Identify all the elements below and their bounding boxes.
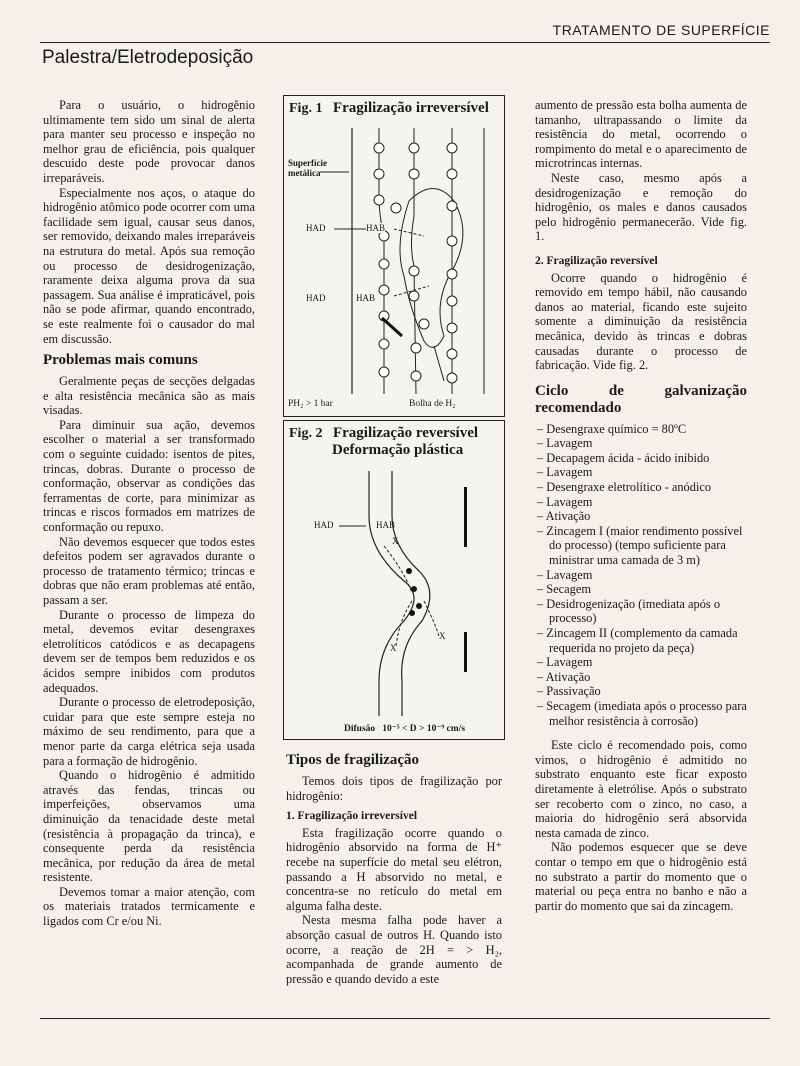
paragraph: Nesta mesma falha pode haver a absorção casual de outros H. Quando isto ocorre, a reação de 2H = > H₂, acompanhada de grande aumento de pressão e quando devido a este <box>286 913 502 986</box>
surface-label: Superfície metálica <box>288 158 327 178</box>
list-item: – Zincagem II (complemento da camada requerida no projeto da peça) <box>537 626 738 655</box>
had-label: HAD <box>306 223 326 233</box>
paragraph: Este ciclo é recomendado pois, como vimos, o hidrogênio é admitido no substrato enquanto este ficar exposto diretamente à eletrólise. Após o substrato ser recoberto com o zinco, no caso, a maioria do hidrogênio será absorvida nesta camada de zinco. <box>535 738 747 840</box>
list-item: – Desidrogenização (imediata após o processo) <box>537 596 721 626</box>
page-title: Palestra/Eletrodeposição <box>42 47 254 68</box>
list-item: – Lavagem <box>537 436 593 451</box>
list-item: – Ativação <box>537 669 591 684</box>
paragraph: Para diminuir sua ação, devemos escolher o material a ser transformado com o seguinte cuidado: isentos de pites, trincas, dobras. Durante o processo de conformação, observar as condições das ferramentas de corte, para minimizar as trincas e riscos formados em matrizes de conformação ou repuxo. <box>43 417 255 535</box>
paragraph: Durante o processo de limpeza do metal, devemos evitar desengraxes eletrolíticos catódicos e as decapagens devem ser de tempos bem reduzidos e os ácidos sempre inibidos com produtos adequados. <box>43 607 255 695</box>
list-item: – Secagem (imediata após o processo para melhor resistência à corrosão) <box>537 698 747 728</box>
paragraph: Não devemos esquecer que todos estes defeitos podem ser agravados durante o processo de tratamento térmico; trincas e dobras que não eram problemas até então, passam a ser. <box>43 534 255 607</box>
figure-2-diagram <box>284 421 504 739</box>
section-heading: Ciclo de galvanização recomendado <box>535 382 747 416</box>
header-rule <box>40 42 770 43</box>
x-marker: X <box>390 643 397 653</box>
had-label: HAD <box>306 293 326 303</box>
paragraph: Ocorre quando o hidrogênio é removido em tempo hábil, não causando danos ao material, ficando este sujeito somente a diminuição da resistência mecânica, devido às trincas e dobras causadas durante o processo de fabricação. Vide fig. 2. <box>535 270 747 373</box>
section-heading: Tipos de fragilização <box>286 752 420 768</box>
paragraph: Especialmente nos aços, o ataque do hidrogênio atômico pode ocorrer com uma facilidade sem igual, causar seus danos, ser removido, deixando males irreparáveis na estrutura do metal. Após sua remoção ou processo de desidrogenização, raramente deixa alguma prova da sua passagem. Sua análise é impraticável, pois não se pode afirmar, quando encontrado, se este realmente foi o causador do mal em discussão. <box>43 185 255 346</box>
figure-1-diagram <box>284 96 504 416</box>
list-item: – Desengraxe eletrolítico - anódico <box>537 480 712 495</box>
figure-2-title: Fragilização reversível <box>332 425 479 441</box>
figure-2 <box>283 420 505 740</box>
subsection-heading: 2. Fragilização reversível <box>535 254 658 267</box>
figure-2-bar <box>464 487 467 547</box>
figure-1 <box>283 95 505 417</box>
subsection-heading: 1. Fragilização irreversível <box>286 810 418 823</box>
list-item: – Passivação <box>537 684 601 699</box>
pressure-label: PH₂ > 1 bar <box>288 399 333 409</box>
paragraph: Neste caso, mesmo após a desidrogenização e remoção do hidrogênio, os males e danos causados pelo hidrogênio permanecerão. Vide fig. 1. <box>535 170 747 244</box>
hab-label: HAB <box>376 520 396 530</box>
bubble-label: Bolha de H₂ <box>409 399 456 409</box>
figure-1-label: Fig. 1 <box>289 101 323 116</box>
column-3 <box>535 98 747 913</box>
figure-2-subtitle: Deformação plástica <box>332 442 464 458</box>
galvanization-steps <box>535 422 747 728</box>
list-item: – Desengraxe químico = 80ºC <box>537 421 687 436</box>
hab-label: HAB <box>356 293 376 303</box>
page-header-section: TRATAMENTO DE SUPERFÍCIE <box>552 22 770 38</box>
column-2 <box>286 752 502 986</box>
paragraph: Geralmente peças de secções delgadas e alta resistência mecânica são as mais visadas. <box>43 374 255 418</box>
paragraph: Não podemos esquecer que se deve contar o tempo em que o hidrogênio está no substrato a partir do momento que o material ou peça entra no banho e não a partir do momento que sai da zincagem. <box>535 840 747 913</box>
list-item: – Zincagem I (maior rendimento possível do processo) (tempo suficiente para ministrar uma camada de 3 m) <box>537 523 743 568</box>
x-marker: X <box>439 631 446 641</box>
paragraph: Esta fragilização ocorre quando o hidrogênio absorvido na forma de H⁺ recebe na superfície do metal seu elétron, passando a H absorvido no metal, e concentra-se no retículo do metal em alguma falha deste. <box>286 825 502 913</box>
section-heading: Problemas mais comuns <box>43 352 198 369</box>
list-item: – Secagem <box>537 582 592 597</box>
footer-rule <box>40 1018 770 1019</box>
paragraph: Devemos tomar a maior atenção, com os materiais tratados termicamente e ligados com Cr e/ou Ni. <box>43 884 255 929</box>
list-item: – Lavagem <box>537 567 593 582</box>
paragraph: Quando o hidrogênio é admitido através das fendas, trincas ou imperfeições, observamos uma diminuição da tenacidade deste metal (resistência à propagação da trinca), e consequente perda da resistência mecânica, por redução da área de metal resistente. <box>43 768 255 885</box>
paragraph: aumento de pressão esta bolha aumenta de tamanho, ultrapassando o limite da resistência do metal, ocorrendo o rompimento do metal e o aparecimento de microtrincas internas. <box>535 98 747 171</box>
list-item: – Lavagem <box>537 494 593 509</box>
list-item: – Ativação <box>537 509 591 524</box>
paragraph: Temos dois tipos de fragilização por hidrogênio: <box>286 774 502 803</box>
diffusion-label: Difusão 10⁻⁵ < D > 10⁻⁹ cm/s <box>344 724 466 734</box>
list-item: – Decapagem ácida - ácido inibido <box>537 450 710 465</box>
x-marker: X <box>392 536 399 546</box>
figure-2-label: Fig. 2 <box>289 426 323 441</box>
paragraph: Para o usuário, o hidrogênio ultimamente tem sido um sinal de alerta para manter seu processo e inspeção no melhor grau de eficiência, pois qualquer descuido deste pode provocar danos irreparáveis. <box>43 98 255 185</box>
list-item: – Lavagem <box>537 465 593 480</box>
had-label: HAD <box>314 520 334 530</box>
figure-1-title: Fragilização irreversível <box>332 100 489 116</box>
paragraph: Durante o processo de eletrodeposição, cuidar para que este sempre esteja no máximo de seu rendimento, para que a menor parte da carga elétrica seja usada para a formação de hidrogênio. <box>43 695 255 768</box>
hab-label: HAB <box>366 223 386 233</box>
list-item: – Lavagem <box>537 655 593 670</box>
figure-2-bar <box>464 632 467 672</box>
column-1 <box>43 98 255 929</box>
